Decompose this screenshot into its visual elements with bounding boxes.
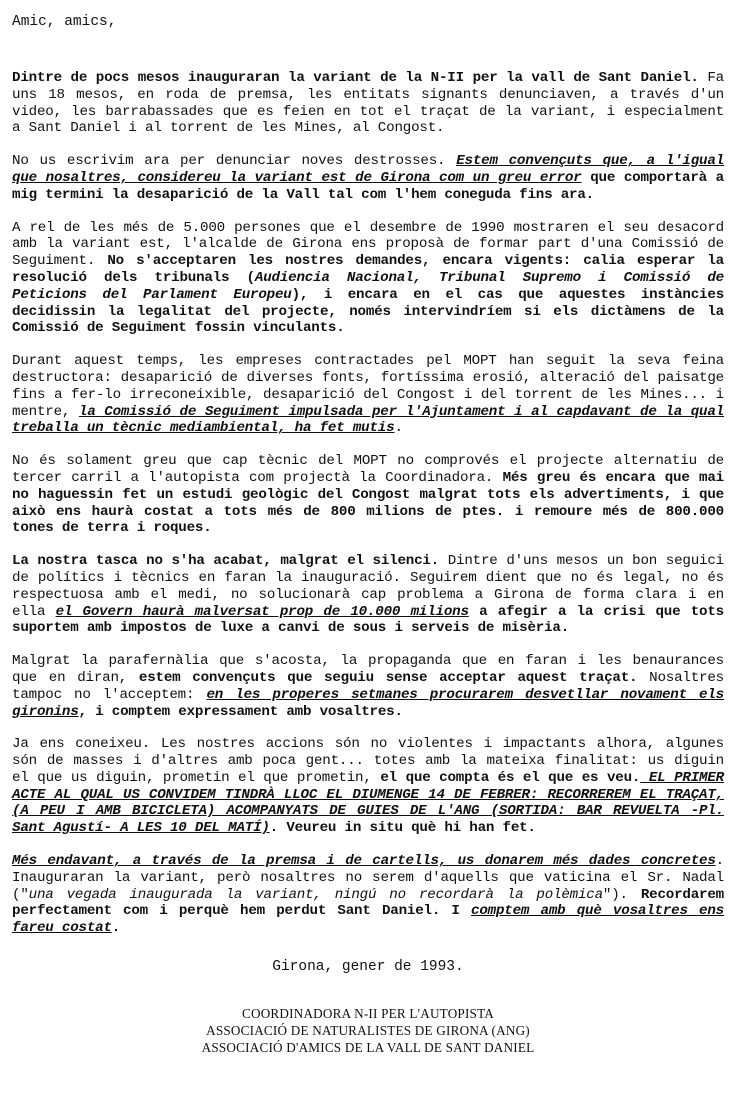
text-run: Més endavant, a través de la premsa i de cartells, us donarem més dades concretes — [12, 853, 716, 870]
text-run: Nosaltres tampoc no l'acceptem: — [12, 669, 724, 703]
text-run: Durant aquest temps, les empreses contractades pel MOPT han seguit la seva feina destructora: desaparició de diverses fonts, fortíssima erosió, alteració del paisatge fins a fer-lo irreconeixible, desaparició del Congost i del torrent de les Mines... i mentre, — [12, 353, 724, 420]
paragraph — [12, 220, 724, 338]
text-run: en les properes setmanes procurarem desvetllar novament els gironins — [12, 686, 724, 720]
text-run: el Govern haurà malversat prop de 10.000 milions — [55, 603, 469, 620]
text-run: Ja ens coneixeu. Les nostres accions són no violentes i impactants alhora, algunes són de masses i d'altres amb poca gent... totes amb la mateixa finalitat: us diguin el que us diguin, prometin el que prometin, — [12, 736, 724, 786]
signatory-2: ASSOCIACIÓ DE NATURALISTES DE GIRONA (ANG) — [206, 1023, 530, 1039]
text-run: No s'acceptaren les nostres demandes, encara vigents: calia esperar la resolució dels tribunals ( — [12, 253, 724, 286]
text-run: No és solament greu que cap tècnic del MOPT no comprovés el projecte alternatiu de tercer carril a l'autopista com projectà la Coordinadora. — [12, 453, 724, 486]
text-run: Més greu és encara que mai no haguessin fet un estudi geològic del Congost malgrat tots els advertiments, i que això ens haurà costat a tots més de 800 milions de ptes. i remoure més de 800.000 tones de terra i roques. — [12, 469, 724, 537]
paragraph — [12, 353, 724, 437]
paragraph — [12, 70, 724, 137]
text-run: , i comptem expressament amb vosaltres. — [78, 703, 403, 720]
text-run: . Inauguraran la variant, però nosaltres no serem d'aquells que vaticina el Sr. Nadal (" — [12, 853, 724, 903]
paragraph — [12, 853, 724, 937]
text-run: comptem amb què vosaltres ens fareu costat — [12, 903, 724, 937]
paragraph — [12, 153, 724, 203]
text-run: La nostra tasca no s'ha acabat, malgrat el silenci. — [12, 553, 440, 570]
paragraph — [12, 653, 724, 720]
text-run: ), i encara en el cas que aquestes instàncies decidissin la legalitat del projecte, només intervindríem si els dictàmens de la Comissió de Seguiment fossin vinculants. — [12, 286, 725, 337]
text-run: Dintre d'uns mesos un bon seguici de polítics i tècnics en faran la inauguració. Seguirem dient que no és legal, no és respectuosa amb el medi, no solucionarà cap problema a Girona de forma clara i en ella — [12, 553, 724, 620]
text-run: Audiencia Nacional, Tribunal Supremo i Comissió de Peticions del Parlament Europeu — [12, 269, 724, 303]
letter-date: Girona, gener de 1993. — [272, 959, 464, 976]
text-run: Estem convençuts que, a l'igual que nosaltres, considereu la variant est de Girona com un greu error — [12, 153, 725, 186]
signatory-3: ASSOCIACIÓ D'AMICS DE LA VALL DE SANT DANIEL — [201, 1040, 535, 1056]
text-run: Malgrat la parafernàlia que s'acosta, la propaganda que en faran i les benaurances que en diran, — [12, 653, 724, 686]
paragraph — [12, 553, 724, 637]
text-run: estem convençuts que seguiu sense acceptar aquest traçat. — [138, 669, 638, 686]
text-run: la Comissió de Seguiment impulsada per l'Ajuntament i al capdavant de la qual treballa un tècnic mediambiental, ha fet mutis — [12, 403, 724, 437]
letter-body — [12, 70, 724, 937]
letter — [12, 14, 724, 1056]
paragraph — [12, 453, 724, 537]
text-run: Dintre de pocs mesos inauguraran la variant de la N-II per la vall de Sant Daniel. — [12, 70, 699, 86]
text-run: una vegada inaugurada la variant, ningú no recordarà la polèmica — [28, 886, 603, 903]
text-run: A rel de les més de 5.000 persones que el desembre de 1990 mostraren el seu desacord amb la variant est, l'alcalde de Girona ens proposà de formar part d'una Comissió de Seguiment. — [12, 219, 724, 270]
text-run: No us escrivim ara per denunciar noves destrosses. — [12, 153, 457, 170]
signatory-1: COORDINADORA N-II PER L'AUTOPISTA — [241, 1006, 494, 1022]
text-run: . Veureu in situ què hi han fet. — [269, 820, 536, 837]
text-run: EL PRIMER ACTE AL QUAL US CONVIDEM TINDRÀ LLOC EL DIUMENGE 14 DE FEBRER: RECORREREM EL TRAÇAT, (A PEU I AMB BICICLETA) ACOMPANYATS DE GUIES DE L'ANG (SORTIDA: BAR REVUELTA -Pl. Sant Agustí- A LES 10 DEL MATÍ) — [12, 769, 724, 837]
paragraph — [12, 736, 724, 837]
text-run: el que compta és el que es veu. — [380, 769, 641, 786]
signatories — [12, 1005, 724, 1056]
text-run: . — [111, 920, 121, 937]
text-run: a afegir a la crisi que tots suportem amb impostos de luxe a canvi de sous i serveis de misèria. — [12, 603, 724, 637]
text-run: Fa uns 18 mesos, en roda de premsa, les entitats signants denunciaven, a través d'un video, les barrabassades que es feien en tot el traçat de la variant, i especialment a Sant Daniel i al torrent de les Mines, al Congost. — [12, 70, 724, 137]
text-run: . — [394, 420, 403, 437]
text-run: que comportarà a mig termini la desaparició de la Vall tal com l'hem coneguda fins ara. — [12, 169, 724, 203]
greeting: Amic, amics, — [12, 14, 117, 30]
text-run: Recordarem perfectament com i perquè hem perdut Sant Daniel. I — [12, 886, 724, 920]
text-run: "). — [602, 886, 641, 903]
